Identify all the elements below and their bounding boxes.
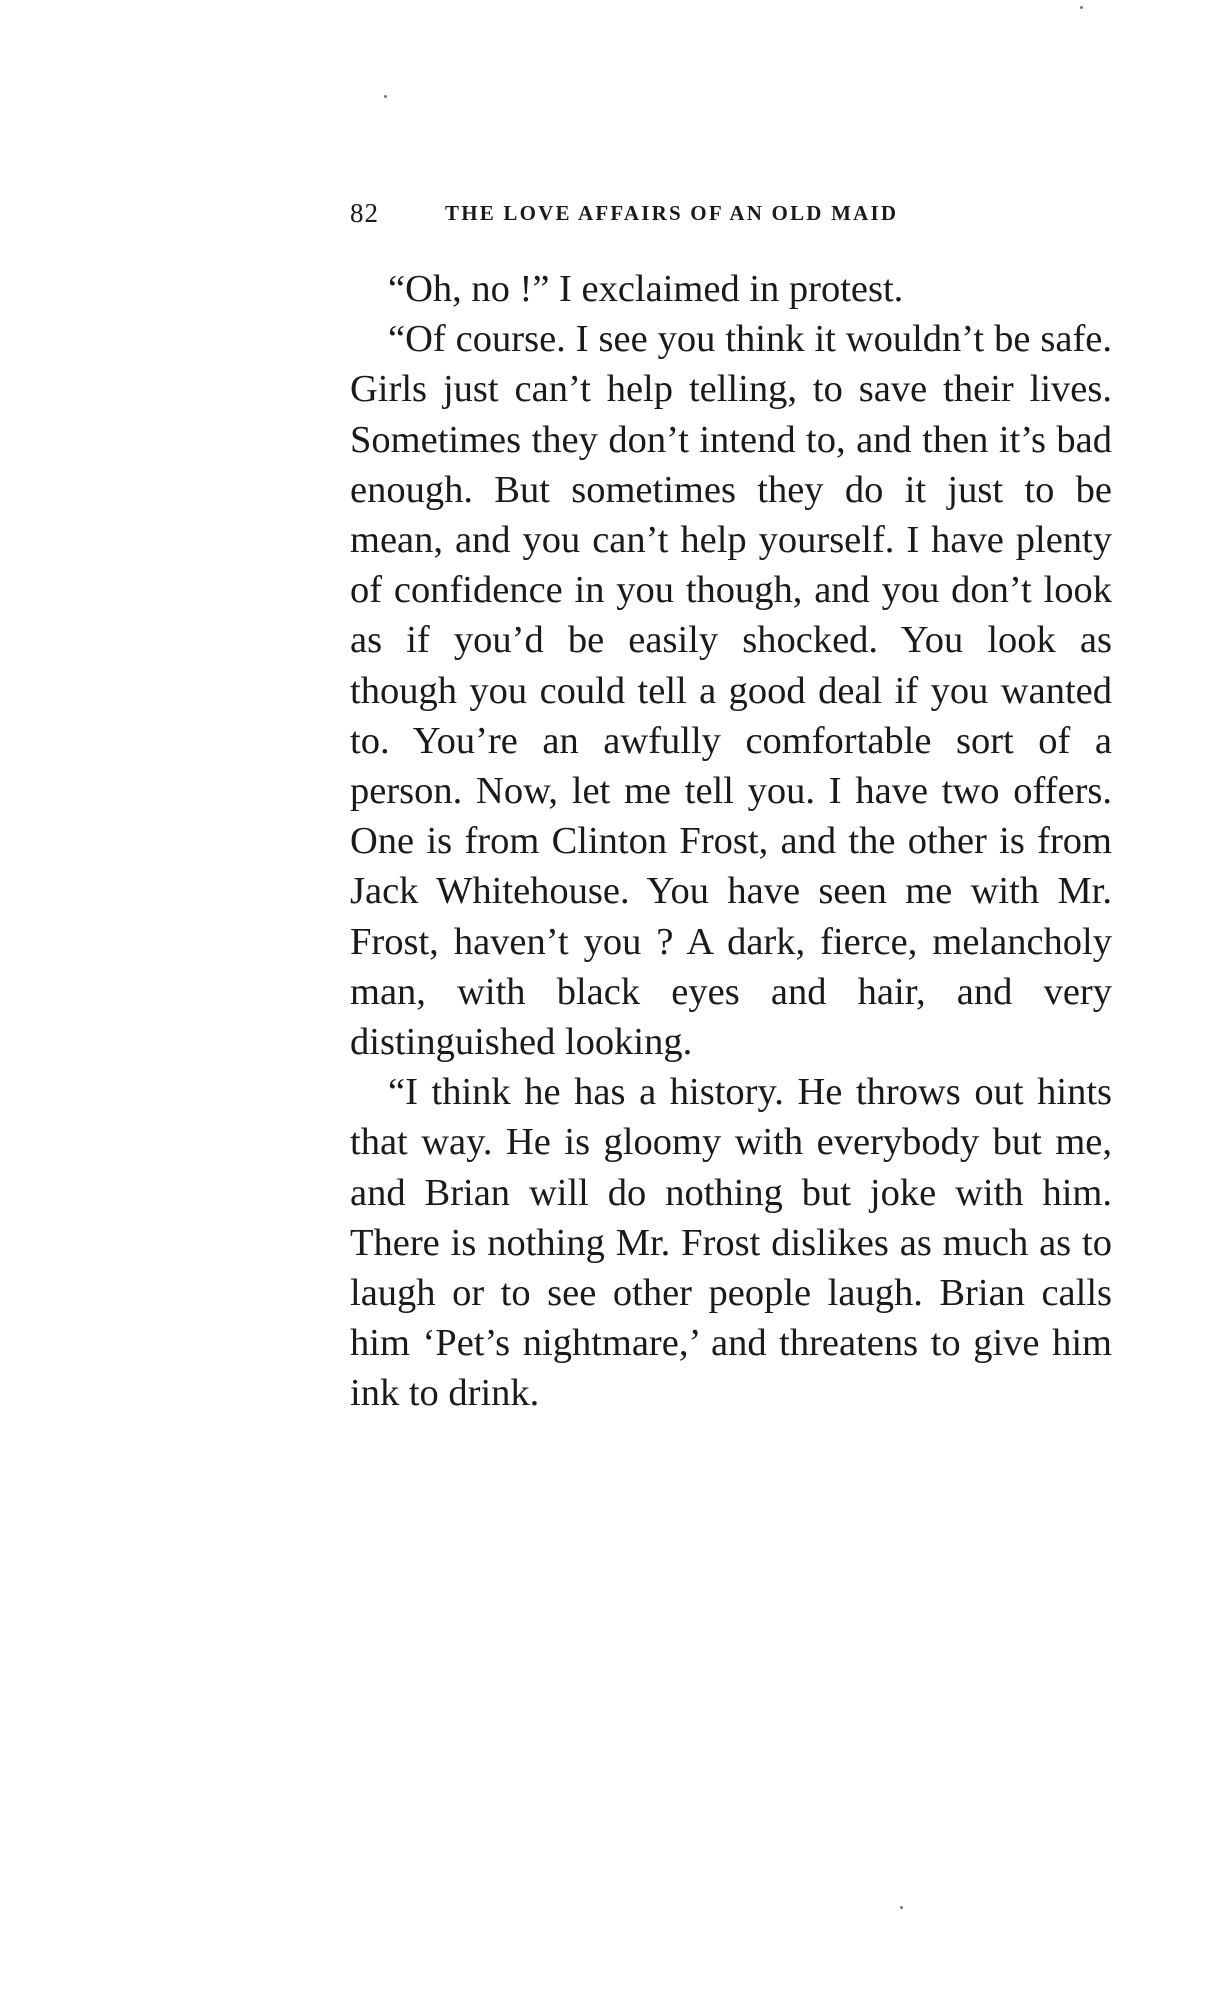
scan-speck (384, 95, 387, 98)
paragraph-1: “Oh, no !” I exclaimed in protest. (388, 268, 904, 310)
scan-speck (900, 1906, 903, 1909)
paragraph-2: “Of course. I see you think it wouldn’t be safe. Girls just can’t help telling, to save their lives. Sometimes they don’t intend to, and then it’s bad enough. But sometimes they do it just to be mean, and you can’t help yourself. I have plenty of confidence in you though, and you don’t look as if you’d be easily shocked. You look as though you could tell a good deal if you wanted to. You’re an awfully comfortable sort of a person. Now, let me tell you. I have two offers. One is from Clinton Frost, and the other is from Jack Whitehouse. You have seen me with Mr. Frost, haven’t you ? A dark, fierce, melancholy man, with black eyes and hair, and very distinguished looking. (350, 318, 1112, 1064)
paragraph-3: “I think he has a history. He throws out hints that way. He is gloomy with everybody but me, and Brian will do nothing but joke with him. There is nothing Mr. Frost dislikes as much as to laugh or to see other people laugh. Brian calls him ‘Pet’s nightmare,’ and threatens to give him ink to drink. (350, 1071, 1112, 1415)
running-head (350, 198, 1112, 232)
running-title: THE LOVE AFFAIRS OF AN OLD MAID (445, 201, 899, 225)
scan-speck (1080, 6, 1083, 9)
page-number: 82 (350, 198, 379, 228)
body-text (350, 264, 1112, 1419)
